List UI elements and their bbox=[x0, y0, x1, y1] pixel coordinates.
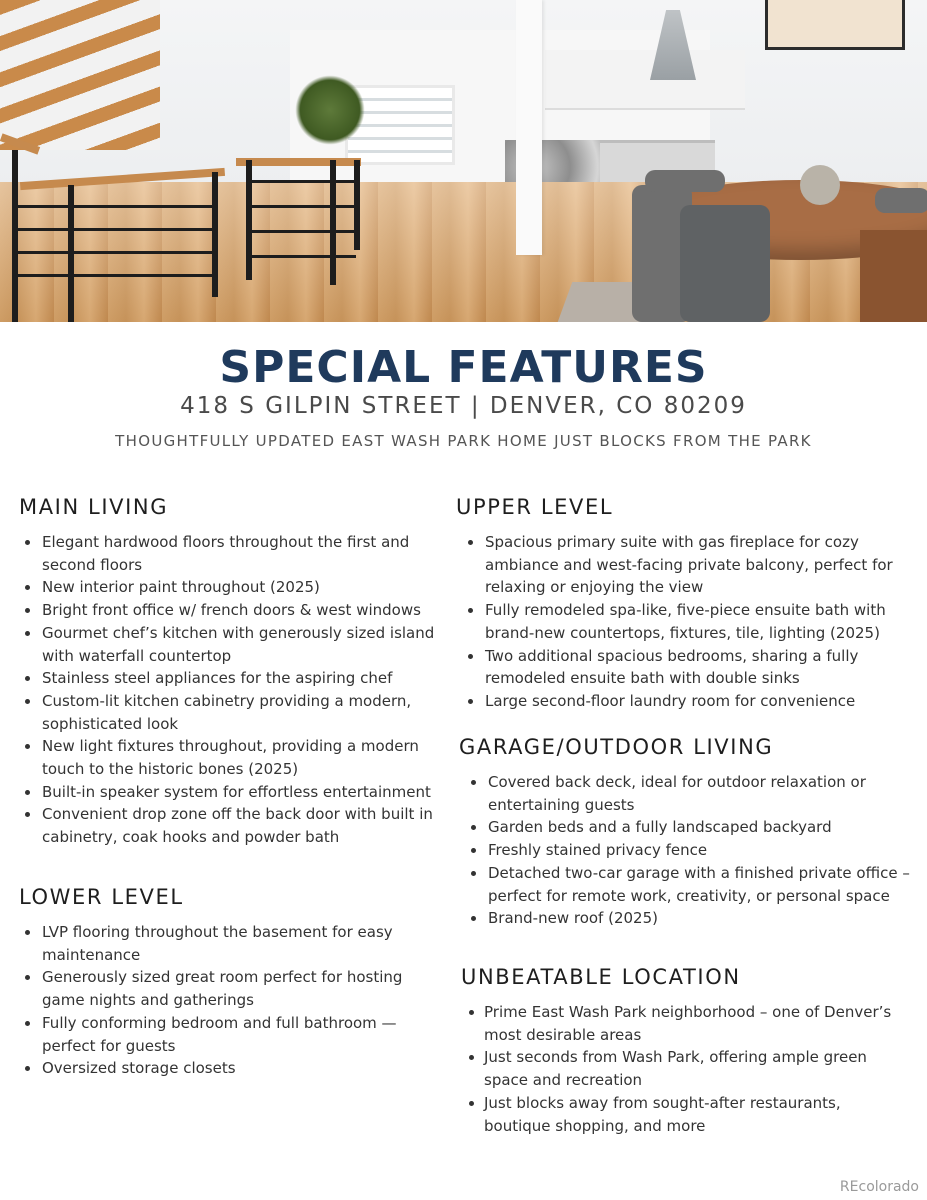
list-item: Covered back deck, ideal for outdoor relaxation or entertaining guests bbox=[459, 771, 919, 816]
list-item: Two additional spacious bedrooms, sharing a fully remodeled ensuite bath with double sinks bbox=[456, 645, 906, 690]
section-heading: LOWER LEVEL bbox=[19, 885, 184, 909]
staircase bbox=[0, 0, 160, 150]
list-item: Convenient drop zone off the back door with built in cabinetry, coak hooks and powder bath bbox=[19, 803, 459, 848]
section-upper-level bbox=[456, 495, 906, 713]
list-item: Custom-lit kitchen cabinetry providing a modern, sophisticated look bbox=[19, 690, 459, 735]
railing-bar bbox=[14, 251, 214, 254]
feature-list bbox=[19, 921, 429, 1080]
list-item: Built-in speaker system for effortless entertainment bbox=[19, 781, 459, 804]
page-title: SPECIAL FEATURES bbox=[219, 342, 708, 393]
dining-chair-back bbox=[645, 170, 725, 192]
railing-bar bbox=[14, 205, 214, 208]
list-item: Garden beds and a fully landscaped backyard bbox=[459, 816, 919, 839]
section-heading: GARAGE/OUTDOOR LIVING bbox=[459, 735, 774, 759]
section-main-living bbox=[19, 495, 459, 849]
railing-bar bbox=[248, 255, 356, 258]
feature-list bbox=[461, 1001, 901, 1137]
feature-list bbox=[459, 771, 919, 930]
tagline: THOUGHTFULLY UPDATED EAST WASH PARK HOME JUST BLOCKS FROM THE PARK bbox=[115, 432, 812, 450]
vase bbox=[800, 165, 840, 205]
section-heading: UPPER LEVEL bbox=[456, 495, 614, 519]
list-item: LVP flooring throughout the basement for easy maintenance bbox=[19, 921, 429, 966]
list-item: Elegant hardwood floors throughout the first and second floors bbox=[19, 531, 459, 576]
list-item: Freshly stained privacy fence bbox=[459, 839, 919, 862]
list-item: Generously sized great room perfect for hosting game nights and gatherings bbox=[19, 966, 429, 1011]
feature-list bbox=[456, 531, 906, 713]
list-item: Fully remodeled spa-like, five-piece ensuite bath with brand-new countertops, fixtures, tile, lighting (2025) bbox=[456, 599, 906, 644]
list-item: Detached two-car garage with a finished private office – perfect for remote work, creativity, or personal space bbox=[459, 862, 919, 907]
list-item: Just seconds from Wash Park, offering ample green space and recreation bbox=[461, 1046, 901, 1091]
section-heading: UNBEATABLE LOCATION bbox=[461, 965, 741, 989]
railing-bar bbox=[248, 230, 356, 233]
section-unbeatable-location bbox=[461, 965, 901, 1137]
railing-bar bbox=[248, 180, 356, 183]
list-item: Brand-new roof (2025) bbox=[459, 907, 919, 930]
property-address: 418 S GILPIN STREET | DENVER, CO 80209 bbox=[180, 393, 747, 419]
section-heading: MAIN LIVING bbox=[19, 495, 169, 519]
list-item: Bright front office w/ french doors & west windows bbox=[19, 599, 459, 622]
railing-bar bbox=[14, 228, 214, 231]
list-item: New interior paint throughout (2025) bbox=[19, 576, 459, 599]
list-item: Stainless steel appliances for the aspiring chef bbox=[19, 667, 459, 690]
landing-handrail-right bbox=[236, 158, 361, 166]
potted-plant bbox=[295, 75, 365, 145]
watermark: REcolorado bbox=[839, 1179, 919, 1195]
list-item: New light fixtures throughout, providing a modern touch to the historic bones (2025) bbox=[19, 735, 459, 780]
dining-chair-far bbox=[875, 188, 927, 213]
hero-photo-interior bbox=[0, 0, 927, 322]
railing-bar bbox=[14, 274, 214, 277]
section-garage-outdoor bbox=[459, 735, 919, 930]
list-item: Gourmet chef’s kitchen with generously sized island with waterfall countertop bbox=[19, 622, 459, 667]
section-lower-level bbox=[19, 885, 429, 1080]
list-item: Prime East Wash Park neighborhood – one of Denver’s most desirable areas bbox=[461, 1001, 901, 1046]
list-item: Oversized storage closets bbox=[19, 1057, 429, 1080]
feature-list bbox=[19, 531, 459, 849]
list-item: Fully conforming bedroom and full bathroom — perfect for guests bbox=[19, 1012, 429, 1057]
list-item: Spacious primary suite with gas fireplace for cozy ambiance and west-facing private balcony, perfect for relaxing or enjoying the view bbox=[456, 531, 906, 599]
support-column bbox=[516, 0, 542, 255]
railing-post bbox=[212, 172, 218, 297]
railing-post bbox=[330, 160, 336, 285]
railing-post bbox=[246, 160, 252, 280]
railing-post bbox=[12, 150, 18, 322]
list-item: Large second-floor laundry room for convenience bbox=[456, 690, 906, 713]
list-item: Just blocks away from sought-after restaurants, boutique shopping, and more bbox=[461, 1092, 901, 1137]
railing-bar bbox=[248, 205, 356, 208]
pendant-light bbox=[765, 0, 905, 50]
kitchen-cabinets bbox=[545, 50, 745, 110]
dining-chair bbox=[680, 205, 770, 322]
table-base bbox=[860, 230, 927, 322]
